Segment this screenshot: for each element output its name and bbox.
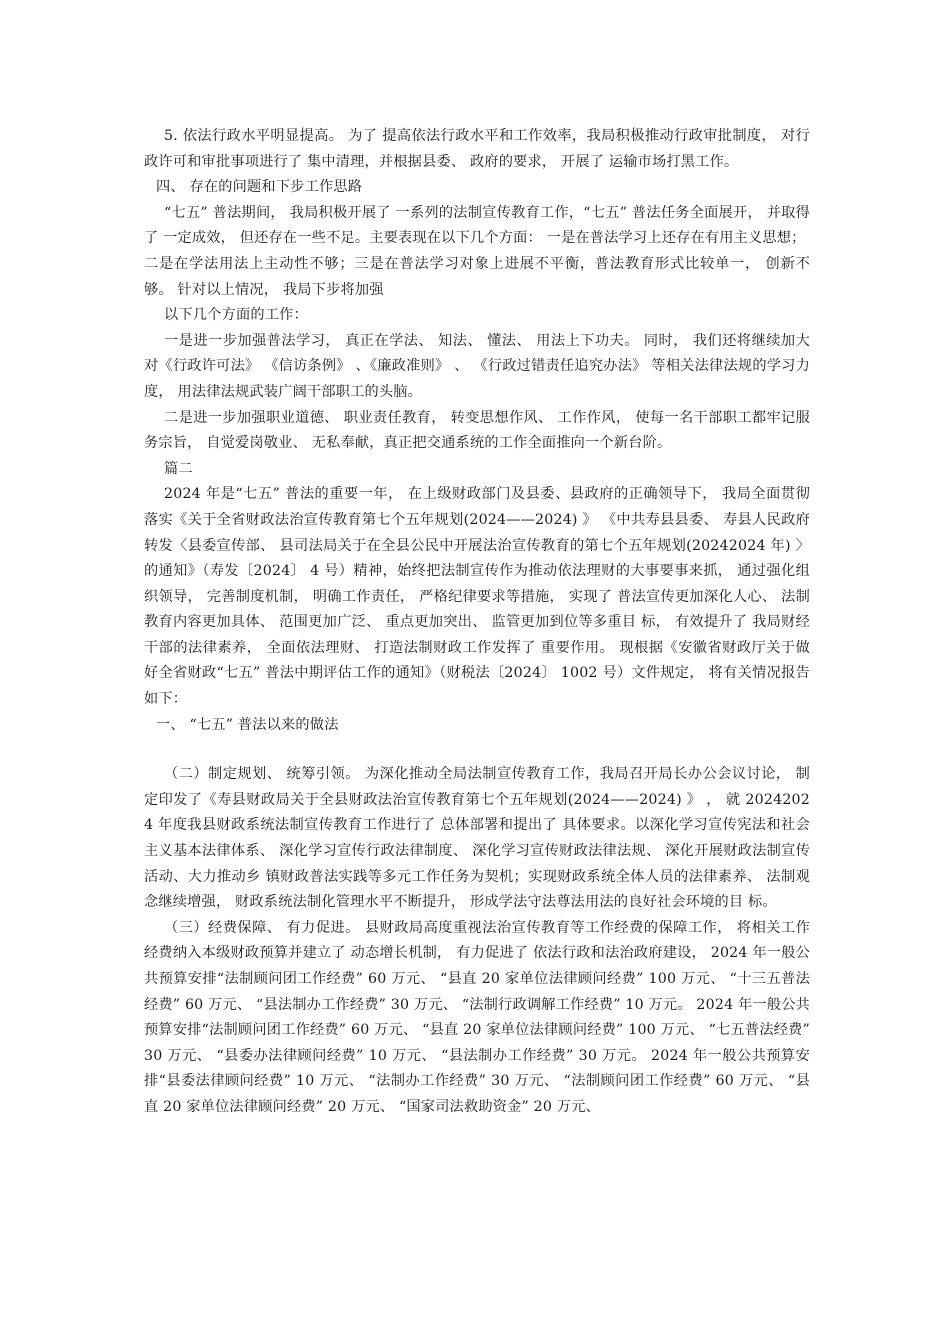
paragraph-gap <box>144 738 810 762</box>
paragraph-item5: 5. 依法行政水平明显提高。 为了 提高依法行政水平和工作效率，我局积极推动行政审批制度， 对行政许可和审批事项进行了 集中清理，并根据县委、 政府的要求， 开展了 运输市场打黑工作。 <box>144 128 810 170</box>
section-heading-four: 四、 存在的问题和下步工作思路 <box>156 179 363 196</box>
paragraph-second-measure: 二是进一步加强职业道德、 职业责任教育， 转变思想作风、 工作作风， 使每一名干部职工都牢记服务宗旨， 自觉爱岗敬业、 无私奉献，真正把交通系统的工作全面推向一个新台阶。 <box>144 409 810 452</box>
paragraph-aspects: 以下几个方面的工作： <box>164 307 308 324</box>
section-heading-one: 一、 “七五” 普法以来的做法 <box>156 716 339 733</box>
paragraph-problems-cont: 二是在学法用法上主动性不够；三是在普法学习对象上进展不平衡，普法教育形式比较单一， 创新不够。 针对以上情况， 我局下步将加强 <box>144 255 810 298</box>
paragraph-intro-2024: 2024 年是“七五” 普法的重要一年， 在上级财政部门及县委、县政府的正确领导下， 我局全面贯彻落实《关于全省财政法治宣传教育第七个五年规划(2024——2024) 》 《中共寿县县委、 寿县人民政府转发〈县委宣传部、 县司法局关于在全县公民中开展法治宣传教育的第七个五年规划(20242024 年) 〉 的通知》（寿发〔2024〕 4 号）精神，始终把法制宣传作为推动依法理财的大事要事来抓， 通过强化组织领导， 完善制度机制， 明确工作责任， 严格纪律要求等措施， 实现了 普法宣传更加深化人心、 法制教育内容更加具体、 范围更加广泛、 重点更加突出、 监管更加到位等多重目 标， 有效提升了 我局财经干部的法律素养， 全面依法理财、 打造法制财政工作发挥了 重要作用。 现根据《安徽省财政厅关于做好全省财政“七五” 普法中期评估工作的通知》（财税法〔2024〕 1002 号）文件规定， 将有关情况报告如下： <box>144 486 810 708</box>
paragraph-first-measure: 一是进一步加强普法学习， 真正在学法、 知法、 懂法、 用法上下功夫。 同时， 我们还将继续加大对《行政许可法》 《信访条例》 、《廉政准则》 、 《行政过错责任追究办法》 等相关法律法规的学习力度， 用法律法规武装广阔干部职工的头脑。 <box>144 332 810 400</box>
document-page <box>144 124 810 1121</box>
paragraph-funding: （三）经费保障、 有力促进。 县财政局高度重视法治宣传教育等工作经费的保障工作， 将相关工作经费纳入本级财政预算并建立了 动态增长机制， 有力促进了 依法行政和法治政府建设， 2024 年一般公共预算安排“法制顾问团工作经费” 60 万元、 “县直 20 家单位法律顾问经费” 100 万元、 “十三五普法经费” 60 万元、 “县法制办工作经费” 30 万元、 “法制行政调解工作经费” 10 万元。 2024 年一般公共预算安排“法制顾问团工作经费” 60 万元、 “县直 20 家单位法律顾问经费” 100 万元、 “七五普法经费” 30 万元、 “县委办法律顾问经费” 10 万元、 “县法制办工作经费” 30 万元。 2024 年一般公共预算安排“县委法律顾问经费” 10 万元、 “法制办工作经费” 30 万元、 “法制顾问团工作经费” 60 万元、 “县直 20 家单位法律顾问经费” 20 万元、 “国家司法救助资金” 20 万元、 <box>144 919 810 1115</box>
paragraph-problems: “七五” 普法期间， 我局积极开展了 一系列的法制宣传教育工作，“七五” 普法任务全面展开， 并取得了 一定成效， 但还存在一些不足。主要表现在以下几个方面： 一是在普法学习上还存在有用主义思想； <box>144 204 810 247</box>
paragraph-planning: （二）制定规划、 统筹引领。 为深化推动全局法制宣传教育工作，我局召开局长办公会议讨论， 制定印发了《寿县财政局关于全县财政法治宣传教育第七个五年规划(2024——2024) 》 ， 就 20242024 年度我县财政系统法制宣传教育工作进行了 总体部署和提出了 具体要求。以深化学习宣传宪法和社会主义基本法律体系、 深化学习宣传行政法律制度、 深化学习宣传财政法律法规、 深化开展财政法制宣传活动、大力推动乡 镇财政普法实践等多元工作任务为契机；实现财政系统全体人员的法律素养、 法制观念继续增强， 财政系统法制化管理水平不断提升， 形成学法守法尊法用法的良好社会环境的目 标。 <box>144 766 810 911</box>
section-label-part-two: 篇二 <box>164 460 193 477</box>
